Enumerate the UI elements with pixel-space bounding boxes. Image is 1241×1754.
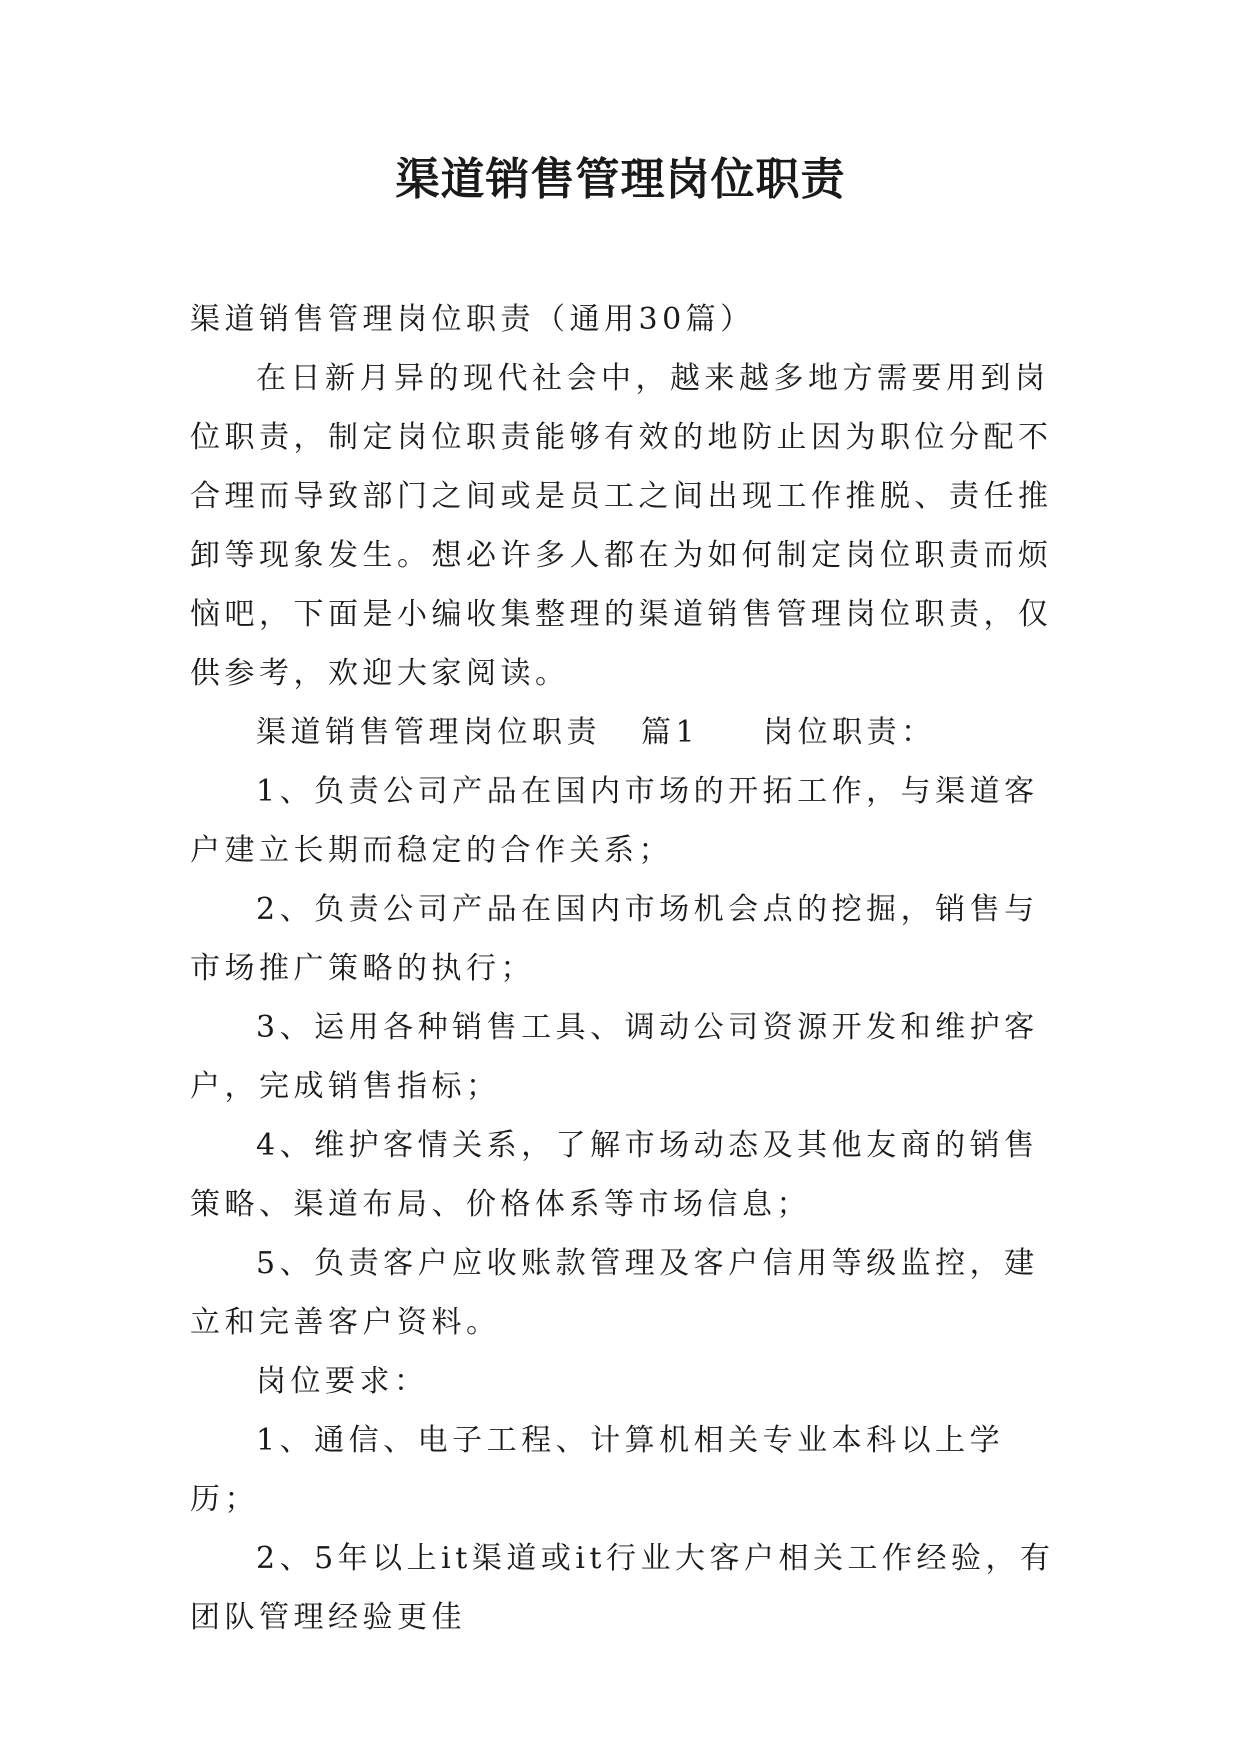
duties-label: 岗位职责： bbox=[763, 715, 936, 750]
requirements-label: 岗位要求： bbox=[256, 1364, 429, 1399]
section-part-label: 篇1 bbox=[641, 715, 700, 750]
section-heading-line bbox=[190, 703, 1060, 762]
intro-paragraph: 在日新月异的现代社会中，越来越多地方需要用到岗位职责，制定岗位职责能够有效的地防止因为职位分配不合理而导致部门之间或是员工之间出现工作推脱、责任推卸等现象发生。想必许多人都在为如何制定岗位职责而烦恼吧，下面是小编收集整理的渠道销售管理岗位职责，仅供参考，欢迎大家阅读。 bbox=[190, 361, 1053, 691]
document-body bbox=[190, 290, 1060, 1647]
duty-item-4: 4、维护客情关系，了解市场动态及其他友商的销售策略、渠道布局、价格体系等市场信息； bbox=[190, 1128, 1039, 1222]
document-subtitle: 渠道销售管理岗位职责（通用30篇） bbox=[190, 302, 755, 337]
duty-item-2: 2、负责公司产品在国内市场机会点的挖掘，销售与市场推广策略的执行； bbox=[190, 892, 1039, 986]
requirement-item-1: 1、通信、电子工程、计算机相关专业本科以上学历； bbox=[190, 1423, 1005, 1517]
document-title: 渠道销售管理岗位职责 bbox=[395, 154, 846, 205]
requirement-item-2: 2、5年以上it渠道或it行业大客户相关工作经验，有团队管理经验更佳 bbox=[190, 1541, 1055, 1635]
duty-item-3: 3、运用各种销售工具、调动公司资源开发和维护客户，完成销售指标； bbox=[190, 1010, 1039, 1104]
section-heading: 渠道销售管理岗位职责 bbox=[256, 715, 601, 750]
duty-item-5: 5、负责客户应收账款管理及客户信用等级监控，建立和完善客户资料。 bbox=[190, 1246, 1039, 1340]
duty-item-1: 1、负责公司产品在国内市场的开拓工作，与渠道客户建立长期而稳定的合作关系； bbox=[190, 774, 1039, 868]
